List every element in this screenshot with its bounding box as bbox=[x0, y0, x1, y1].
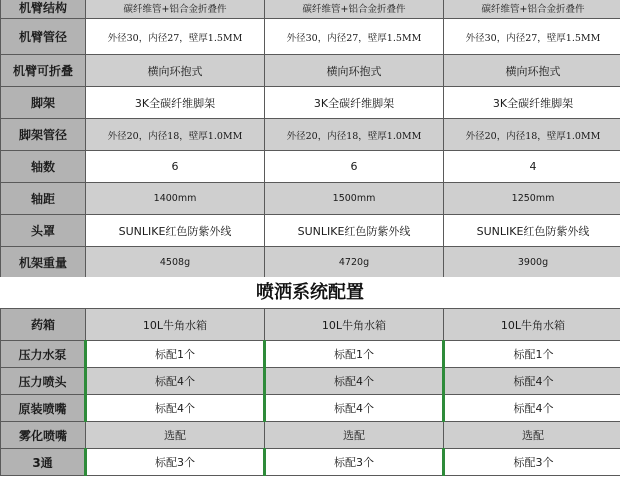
row-label: 机臂管径 bbox=[1, 19, 86, 55]
row-label: 机臂结构 bbox=[1, 0, 86, 19]
spec-row-axis-count bbox=[1, 151, 620, 183]
spec-row-landing-gear bbox=[1, 87, 620, 119]
spec-cell: 标配3个 bbox=[265, 449, 444, 476]
spec-cell: 标配1个 bbox=[265, 341, 444, 368]
row-label: 脚架管径 bbox=[1, 119, 86, 151]
spec-row-arm-foldable bbox=[1, 55, 620, 87]
spec-cell: 标配1个 bbox=[444, 341, 620, 368]
row-label: 压力水泵 bbox=[1, 341, 86, 368]
spec-cell: 1250mm bbox=[444, 183, 620, 215]
spec-cell: 标配4个 bbox=[86, 395, 265, 422]
spec-cell: 标配4个 bbox=[86, 368, 265, 395]
spec-row-wheelbase bbox=[1, 183, 620, 215]
row-label: 压力喷头 bbox=[1, 368, 86, 395]
spec-cell: 4720g bbox=[265, 247, 444, 279]
spec-row-tee bbox=[1, 449, 620, 476]
spec-cell: 选配 bbox=[444, 422, 620, 449]
spec-cell: 3K全碳纤维脚架 bbox=[86, 87, 265, 119]
spec-row-pressure-nozzle bbox=[1, 368, 620, 395]
spec-cell: SUNLIKE红色防紫外线 bbox=[444, 215, 620, 247]
spec-cell: 10L牛角水箱 bbox=[265, 309, 444, 341]
spec-row-arm-structure bbox=[1, 0, 620, 19]
row-label: 药箱 bbox=[1, 309, 86, 341]
spec-cell: 3900g bbox=[444, 247, 620, 279]
spec-cell: 外径30，内径27，壁厚1.5MM bbox=[86, 19, 265, 55]
spec-cell: 标配1个 bbox=[86, 341, 265, 368]
spec-cell: 标配4个 bbox=[444, 368, 620, 395]
spray-section-title: 喷洒系统配置 bbox=[0, 277, 620, 308]
spec-cell: 6 bbox=[86, 151, 265, 183]
spray-spec-table bbox=[0, 308, 620, 476]
spec-cell: 标配4个 bbox=[265, 395, 444, 422]
spec-cell: 1400mm bbox=[86, 183, 265, 215]
spec-row-original-nozzle bbox=[1, 395, 620, 422]
spec-cell: 3K全碳纤维脚架 bbox=[265, 87, 444, 119]
spec-cell: SUNLIKE红色防紫外线 bbox=[265, 215, 444, 247]
spec-cell: 外径30，内径27，壁厚1.5MM bbox=[265, 19, 444, 55]
row-label: 原装喷嘴 bbox=[1, 395, 86, 422]
row-label: 头罩 bbox=[1, 215, 86, 247]
spec-cell: 碳纤维管+铝合金折叠件 bbox=[265, 0, 444, 19]
spec-cell: 横向环抱式 bbox=[86, 55, 265, 87]
spec-cell: 4508g bbox=[86, 247, 265, 279]
spec-row-mist-nozzle bbox=[1, 422, 620, 449]
row-label: 脚架 bbox=[1, 87, 86, 119]
spec-cell: 碳纤维管+铝合金折叠件 bbox=[86, 0, 265, 19]
spec-cell: 选配 bbox=[86, 422, 265, 449]
spec-cell: 碳纤维管+铝合金折叠件 bbox=[444, 0, 620, 19]
spec-row-pump bbox=[1, 341, 620, 368]
spec-cell: 4 bbox=[444, 151, 620, 183]
spec-row-tank bbox=[1, 309, 620, 341]
spec-row-arm-tube bbox=[1, 19, 620, 55]
spec-cell: 横向环抱式 bbox=[265, 55, 444, 87]
spec-cell: 标配3个 bbox=[86, 449, 265, 476]
spec-cell: 1500mm bbox=[265, 183, 444, 215]
spec-cell: 外径20，内径18，壁厚1.0MM bbox=[444, 119, 620, 151]
spec-row-frame-weight bbox=[1, 247, 620, 279]
spec-row-gear-tube bbox=[1, 119, 620, 151]
spec-cell: 3K全碳纤维脚架 bbox=[444, 87, 620, 119]
row-label: 机架重量 bbox=[1, 247, 86, 279]
spec-row-canopy bbox=[1, 215, 620, 247]
spec-cell: 外径20，内径18，壁厚1.0MM bbox=[265, 119, 444, 151]
row-label: 轴数 bbox=[1, 151, 86, 183]
row-label: 雾化喷嘴 bbox=[1, 422, 86, 449]
spec-cell: 标配4个 bbox=[444, 395, 620, 422]
row-label: 3通 bbox=[1, 449, 86, 476]
spec-cell: 选配 bbox=[265, 422, 444, 449]
spec-cell: 外径20，内径18，壁厚1.0MM bbox=[86, 119, 265, 151]
spec-cell: SUNLIKE红色防紫外线 bbox=[86, 215, 265, 247]
spec-cell: 横向环抱式 bbox=[444, 55, 620, 87]
spec-cell: 6 bbox=[265, 151, 444, 183]
spec-cell: 标配4个 bbox=[265, 368, 444, 395]
spec-cell: 10L牛角水箱 bbox=[444, 309, 620, 341]
spec-cell: 标配3个 bbox=[444, 449, 620, 476]
spec-cell: 外径30，内径27，壁厚1.5MM bbox=[444, 19, 620, 55]
row-label: 轴距 bbox=[1, 183, 86, 215]
row-label: 机臂可折叠 bbox=[1, 55, 86, 87]
spec-cell: 10L牛角水箱 bbox=[86, 309, 265, 341]
